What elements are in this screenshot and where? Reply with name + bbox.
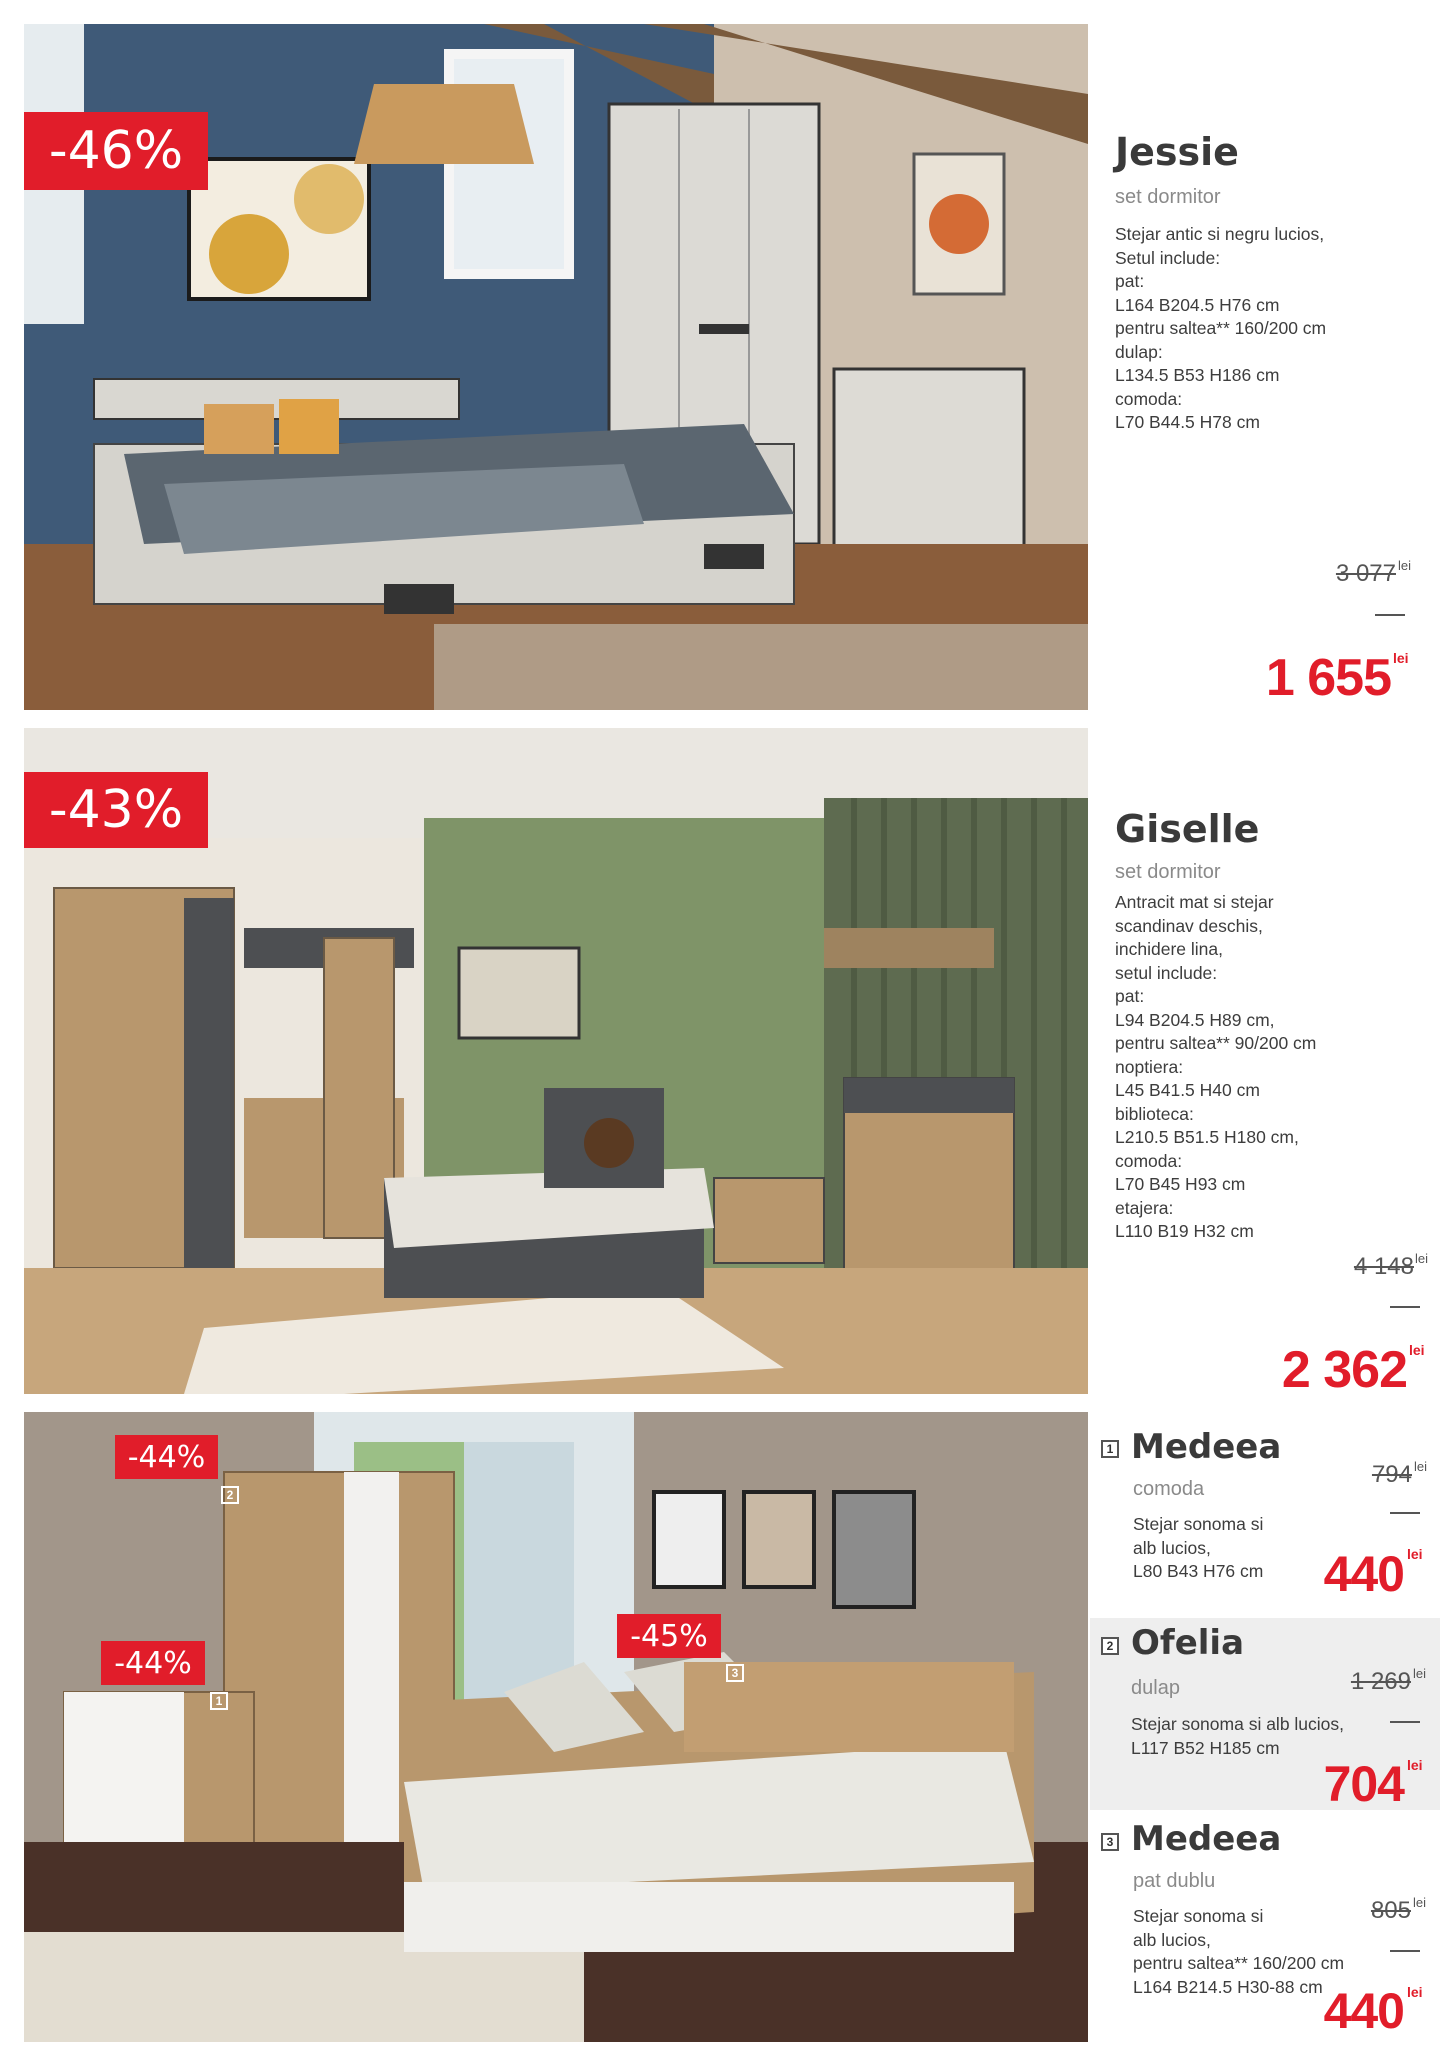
- desc-line: etajera:: [1115, 1197, 1174, 1218]
- medeea-comoda-new-currency: lei: [1407, 1546, 1423, 1562]
- price-divider: [1390, 1950, 1420, 1952]
- medeea-comoda-old-price: 794: [1371, 1461, 1412, 1488]
- jessie-old-price: 3 077: [1335, 560, 1396, 587]
- medeea-pat-old-currency: lei: [1413, 1895, 1427, 1910]
- jessie-description: [1115, 223, 1326, 435]
- giselle-new-currency: lei: [1409, 1342, 1425, 1358]
- desc-line: Setul include:: [1115, 247, 1221, 268]
- item-marker-3: 3: [1101, 1833, 1119, 1851]
- ofelia-new-currency: lei: [1407, 1757, 1423, 1773]
- medeea-comoda-type: comoda: [1133, 1478, 1205, 1500]
- medeea-comoda-new-price: 440: [1323, 1546, 1404, 1602]
- desc-line: biblioteca:: [1115, 1103, 1194, 1124]
- desc-line: setul include:: [1115, 962, 1218, 983]
- desc-line: Stejar sonoma si alb lucios,: [1131, 1714, 1345, 1734]
- jessie-type: set dormitor: [1115, 186, 1221, 208]
- medeea-pat-name: Medeea: [1131, 1819, 1282, 1859]
- giselle-name: Giselle: [1115, 807, 1260, 851]
- ofelia-old-price: 1 269: [1350, 1668, 1411, 1695]
- giselle-description: [1115, 891, 1316, 1244]
- desc-line: dulap:: [1115, 341, 1163, 362]
- desc-line: inchidere lina,: [1115, 939, 1223, 959]
- desc-line: alb lucios,: [1133, 1537, 1211, 1558]
- desc-line: Stejar sonoma si: [1133, 1906, 1264, 1926]
- item-marker-1: 1: [1101, 1440, 1119, 1458]
- desc-line: scandinav deschis,: [1115, 915, 1263, 936]
- desc-line: noptiera:: [1115, 1056, 1184, 1077]
- bundle-discount-badge-1: -44%: [115, 1435, 218, 1479]
- medeea-comoda-name: Medeea: [1131, 1427, 1282, 1467]
- desc-line: comoda:: [1115, 388, 1183, 409]
- ofelia-new-price: 704: [1323, 1756, 1404, 1812]
- desc-line: L94 B204.5 H89 cm,: [1115, 1009, 1275, 1030]
- desc-line: Stejar antic si negru lucios,: [1115, 224, 1325, 244]
- desc-line: L164 B214.5 H30-88 cm: [1133, 1976, 1323, 1997]
- bundle-discount-badge-2: -44%: [101, 1641, 205, 1685]
- desc-line: L210.5 B51.5 H180 cm,: [1115, 1127, 1299, 1147]
- price-divider: [1390, 1721, 1420, 1723]
- desc-line: L45 B41.5 H40 cm: [1115, 1080, 1260, 1100]
- medeea-pat-new-currency: lei: [1407, 1984, 1423, 2000]
- ofelia-type: dulap: [1131, 1677, 1180, 1699]
- medeea-comoda-description: [1133, 1513, 1263, 1584]
- desc-line: L70 B45 H93 cm: [1115, 1174, 1246, 1194]
- item-marker-2: 2: [1101, 1637, 1119, 1655]
- desc-line: Antracit mat si stejar: [1115, 892, 1274, 912]
- desc-line: pentru saltea** 90/200 cm: [1115, 1033, 1317, 1053]
- price-divider: [1390, 1512, 1420, 1514]
- bundle-photo: [24, 1412, 1088, 2042]
- desc-line: L164 B204.5 H76 cm: [1115, 294, 1280, 315]
- desc-line: pat:: [1115, 986, 1145, 1006]
- desc-line: L117 B52 H185 cm: [1131, 1737, 1280, 1758]
- ofelia-description: [1131, 1713, 1344, 1760]
- giselle-discount-badge: -43%: [24, 772, 208, 848]
- desc-line: pentru saltea** 160/200 cm: [1133, 1953, 1345, 1973]
- medeea-pat-description: [1133, 1905, 1344, 1999]
- bundle-discount-badge-3: -45%: [617, 1614, 721, 1658]
- desc-line: Stejar sonoma si: [1133, 1514, 1264, 1534]
- giselle-old-price: 4 148: [1353, 1253, 1414, 1280]
- ofelia-name: Ofelia: [1131, 1623, 1245, 1663]
- desc-line: L110 B19 H32 cm: [1115, 1221, 1254, 1241]
- medeea-comoda-old-currency: lei: [1414, 1459, 1428, 1474]
- price-divider: [1390, 1306, 1420, 1308]
- jessie-name: Jessie: [1115, 130, 1239, 174]
- photo-marker-1: 1: [210, 1692, 228, 1710]
- desc-line: pentru saltea** 160/200 cm: [1115, 318, 1327, 338]
- giselle-old-currency: lei: [1415, 1251, 1429, 1266]
- medeea-pat-old-price: 805: [1370, 1897, 1411, 1924]
- jessie-new-price: 1 655: [1265, 649, 1391, 707]
- desc-line: pat:: [1115, 271, 1145, 291]
- medeea-pat-type: pat dublu: [1133, 1870, 1216, 1892]
- jessie-discount-badge: -46%: [24, 112, 208, 190]
- photo-marker-3: 3: [726, 1664, 744, 1682]
- jessie-new-currency: lei: [1393, 650, 1409, 666]
- giselle-new-price: 2 362: [1281, 1341, 1407, 1399]
- photo-marker-2: 2: [221, 1486, 239, 1504]
- desc-line: L80 B43 H76 cm: [1133, 1561, 1264, 1581]
- desc-line: alb lucios,: [1133, 1929, 1211, 1950]
- giselle-type: set dormitor: [1115, 861, 1221, 883]
- ofelia-old-currency: lei: [1413, 1666, 1427, 1681]
- desc-line: comoda:: [1115, 1150, 1183, 1171]
- jessie-old-currency: lei: [1398, 558, 1412, 573]
- medeea-pat-new-price: 440: [1323, 1983, 1404, 2039]
- desc-line: L70 B44.5 H78 cm: [1115, 412, 1260, 432]
- price-divider: [1375, 614, 1405, 616]
- desc-line: L134.5 B53 H186 cm: [1115, 365, 1280, 385]
